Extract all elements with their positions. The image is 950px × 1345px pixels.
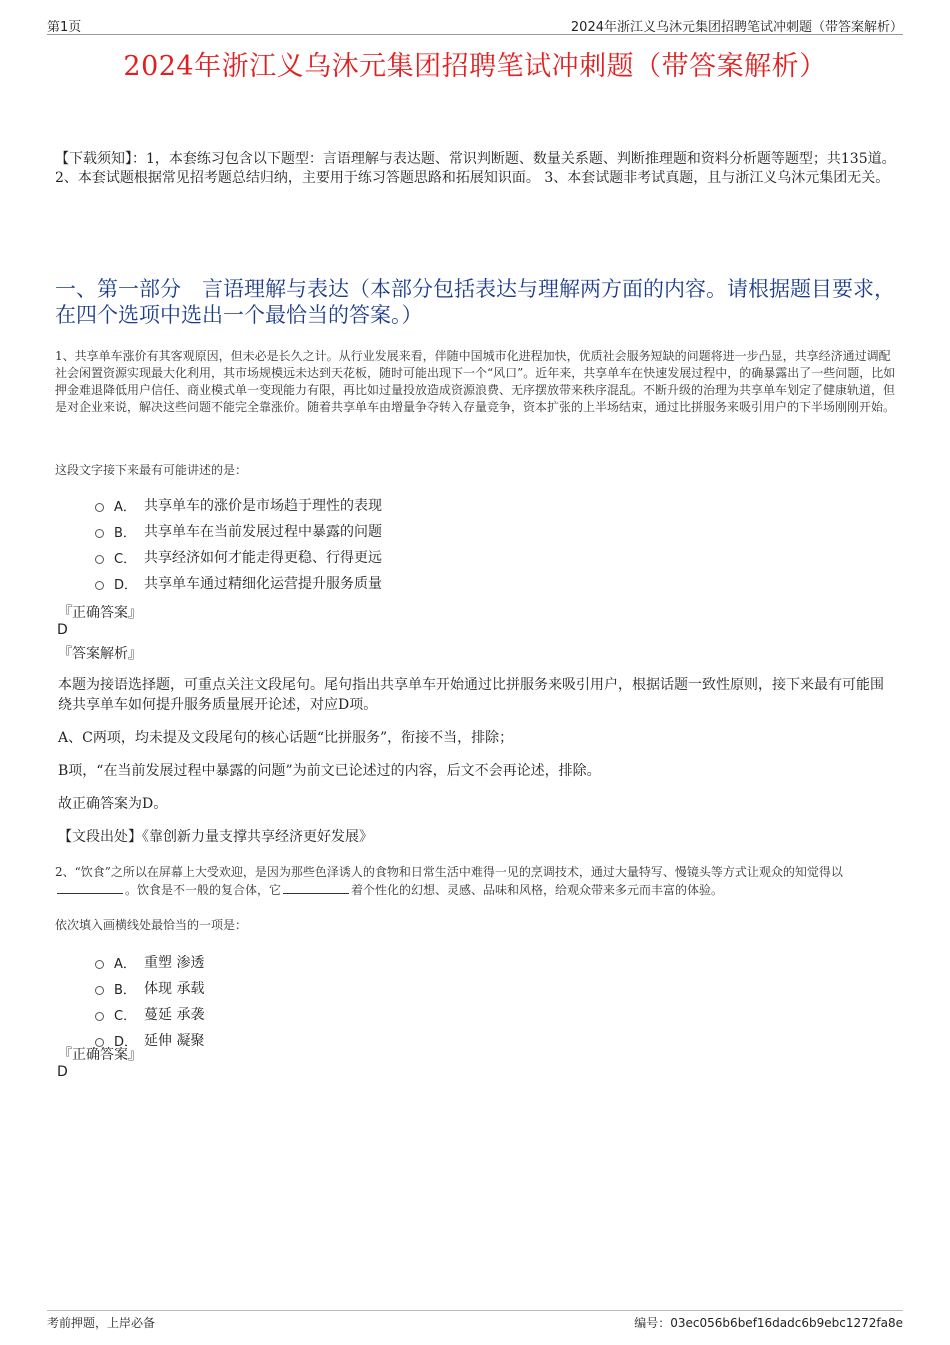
header-doc-title: 2024年浙江义乌沐元集团招聘笔试冲刺题（带答案解析） (570, 20, 903, 35)
document-title: 2024年浙江义乌沐元集团招聘笔试冲刺题（带答案解析） (123, 51, 827, 82)
question-1-stem: 1、共享单车涨价有其客观原因，但未必是长久之计。从行业发展来看，伴随中国城市化进程加快，优质社会服务短缺的问题将进一步凸显，共享经济通过调配社会闲置资源实现最大化利用，其市场规模远未达到天花板，随时可能出现下一个“风口”。近年来，共享单车在快速发展过程中，的确暴露出了一些问题，比如押金难退降低用户信任、商业模式单一变现能力有限，再比如过量投放造成资源浪费、无序摆放带来秩序混乱。不断升级的治理为共享单车划定了健康轨道，但是对企业来说，解决这些问题不能完全靠涨价。随着共享单车由增量争夺转入存量竞争，资本扩张的上半场结束，通过比拼服务来吸引用户的下半场刚刚开始。 (55, 349, 896, 414)
footer-doc-id: 编号：03ec056b6bef16dadc6b9ebc1272fa8e (634, 1316, 903, 1330)
radio-icon[interactable] (95, 986, 104, 995)
option-a[interactable]: A． 重塑 渗透 (95, 949, 204, 975)
radio-icon[interactable] (95, 503, 104, 512)
radio-icon[interactable] (95, 1012, 104, 1021)
option-c[interactable]: C． 共享经济如何才能走得更稳、行得更远 (95, 544, 382, 570)
analysis-paragraph-3: B项，“在当前发展过程中暴露的问题”为前文已论述过的内容，后文不会再论述，排除。 (58, 763, 601, 779)
page-header (47, 14, 903, 35)
answer-label: 『正确答案』 (58, 605, 142, 621)
analysis-paragraph-2: A、C两项，均未提及文段尾句的核心话题“比拼服务”，衔接不当，排除； (58, 730, 514, 746)
correct-answer: D (57, 622, 68, 638)
question-1-prompt: 这段文字接下来最有可能讲述的是： (55, 463, 248, 477)
footer-divider (47, 1310, 903, 1312)
download-notice: 【下载须知】：1，本套练习包含以下题型：言语理解与表达题、常识判断题、数量关系题、判断推理题和资料分析题等题型；共135道。 2、本套试题根据常见招考题总结归纳，主要用于练习答题思路和拓展知识面。 3、本套试题非考试真题，且与浙江义乌沐元集团无关。 (55, 151, 896, 186)
analysis-paragraph-1: 本题为接语选择题，可重点关注文段尾句。尾句指出共享单车开始通过比拼服务来吸引用户，根据话题一致性原则，接下来最有可能围绕共享单车如何提升服务质量展开论述，对应D项。 (58, 677, 884, 713)
radio-icon[interactable] (95, 581, 104, 590)
analysis-label: 『答案解析』 (58, 646, 142, 662)
correct-answer: D (57, 1064, 68, 1080)
section-heading: 一、第一部分 言语理解与表达（本部分包括表达与理解两方面的内容。请根据题目要求，在四个选项中选出一个最恰当的答案。） (55, 277, 895, 327)
radio-icon[interactable] (95, 960, 104, 969)
option-b[interactable]: B． 共享单车在当前发展过程中暴露的问题 (95, 518, 382, 544)
radio-icon[interactable] (95, 529, 104, 538)
option-d[interactable]: D． 共享单车通过精细化运营提升服务质量 (95, 570, 382, 596)
answer-label: 『正确答案』 (58, 1047, 142, 1063)
text-source: 【文段出处】《靠创新力量支撑共享经济更好发展》 (58, 829, 373, 845)
question-2-prompt: 依次填入画横线处最恰当的一项是： (55, 918, 248, 932)
footer-slogan: 考前押题，上岸必备 (47, 1316, 156, 1330)
analysis-conclusion: 故正确答案为D。 (58, 796, 168, 812)
fill-blank-1 (57, 881, 123, 894)
page-number: 第1页 (47, 20, 82, 35)
option-c[interactable]: C． 蔓延 承袭 (95, 1001, 204, 1027)
option-d[interactable]: D． 延伸 凝聚 (95, 1027, 204, 1053)
question-2-stem: 2、“饮食”之所以在屏幕上大受欢迎，是因为那些色泽诱人的食物和日常生活中难得一见的烹调技术，通过大量特写、慢镜头等方式让观众的知觉得以。饮食是不一般的复合体，它 着个性化的幻想、灵感、品味和风格，给观众带来多元而丰富的体验。 (55, 865, 843, 897)
option-b[interactable]: B． 体现 承载 (95, 975, 204, 1001)
question-2-options (95, 949, 204, 1053)
option-a[interactable]: A． 共享单车的涨价是市场趋于理性的表现 (95, 492, 382, 518)
radio-icon[interactable] (95, 555, 104, 564)
fill-blank-2 (283, 881, 349, 894)
question-1-options (95, 492, 382, 596)
